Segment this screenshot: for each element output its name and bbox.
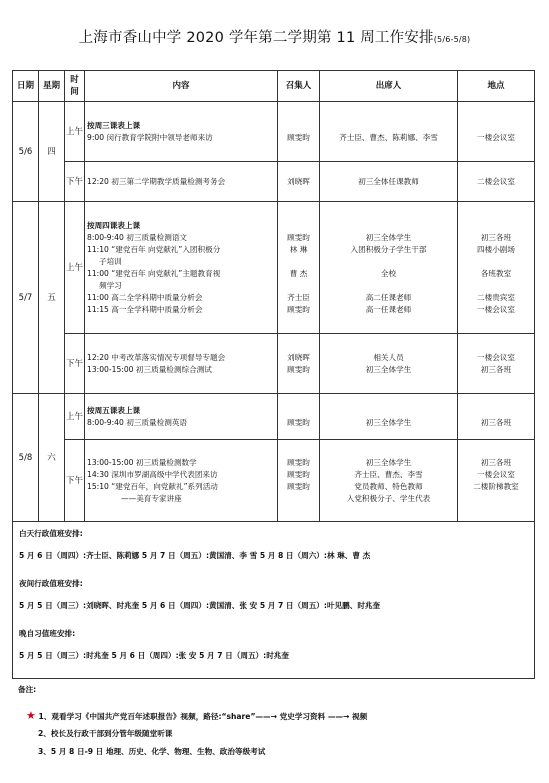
place-cell: 初三各班 一楼会议室 二楼阶梯教室 [458, 440, 535, 522]
note-item: ★ 1、观看学习《中国共产党百年述职报告》视频，路径:“share”——→ 党史学习资料 ——→ 视频 [26, 709, 368, 722]
place-cell: 一楼会议室 初三各班 [458, 334, 535, 394]
table-row [13, 440, 535, 522]
weekday-cell: 四 [39, 102, 65, 202]
attendees-cell: 相关人员 初三全体学生 [320, 334, 458, 394]
attendees-cell: 初三全体学生 齐士臣、曹杰、李雪 党员教师、特色教师 入党积极分子、学生代表 [320, 440, 458, 522]
header-content: 内容 [85, 71, 278, 102]
title-main: 上海市香山中学 2020 学年第二学期第 11 周工作安排 [78, 30, 434, 46]
date-cell: 5/7 [13, 202, 39, 394]
content-cell: 13:00-15:00 初三质量检测数学 14:30 深圳市罗湖高级中学代表团来访 15:10 “建党百年，向党献礼”系列活动 ——美育专家讲座 [85, 440, 278, 522]
attendees-cell: 初三全体学生 [320, 394, 458, 440]
day-duty-title: 白天行政值班安排: [19, 529, 83, 538]
content-cell: 12:20 中考改革落实情况专项督导专题会 13:00-15:00 初三质量检测综合测试 [85, 334, 278, 394]
convener-cell: 顾雯昀 [278, 394, 320, 440]
night-duty-title: 夜间行政值班安排: [19, 579, 83, 588]
header-convener: 召集人 [278, 71, 320, 102]
convener-cell: 刘晓晖 顾雯昀 [278, 334, 320, 394]
header-place: 地点 [458, 71, 535, 102]
place-cell: 二楼会议室 [458, 162, 535, 202]
evening-duty-row: 5 月 5 日（周三）:时兆奎 5 月 6 日（周四）:张 安 5 月 7 日（周五）:时兆奎 [19, 651, 289, 660]
header-date: 日期 [13, 71, 39, 102]
table-row [13, 202, 535, 334]
title-range: (5/6-5/8) [433, 35, 471, 44]
content-cell: 12:20 初三第二学期教学质量检测考务会 [85, 162, 278, 202]
place-cell: 初三各班 [458, 394, 535, 440]
time-cell: 下午 [65, 334, 85, 394]
table-row [13, 334, 535, 394]
time-cell: 上午 [65, 394, 85, 440]
note-item: 2、校长及行政干部到分管年级随堂听课 [38, 729, 173, 738]
notes-label: 备注: [18, 685, 37, 694]
attendees-cell: 初三全体学生 入团积极分子学生干部 全校 高二任课老师 高一任课老师 [320, 202, 458, 334]
convener-cell: 顾雯昀 [278, 102, 320, 162]
convener-cell: 刘晓晖 [278, 162, 320, 202]
attendees-cell: 初三全体任课教师 [320, 162, 458, 202]
table-row [13, 102, 535, 162]
weekday-cell: 六 [39, 394, 65, 522]
convener-cell: 顾雯昀 顾雯昀 顾雯昀 [278, 440, 320, 522]
note-item: 3、5 月 8 日-9 日 地理、历史、化学、物理、生物、政治等级考试 [38, 747, 266, 756]
star-icon: ★ [26, 709, 36, 722]
time-cell: 下午 [65, 440, 85, 522]
convener-cell: 顾雯昀 林 琳 曹 杰 齐士臣 顾雯昀 [278, 202, 320, 334]
attendees-cell: 齐士臣、曹杰、陈莉娜、李雪 [320, 102, 458, 162]
duty-cell [13, 522, 535, 679]
date-cell: 5/6 [13, 102, 39, 202]
day-duty-row: 5 月 6 日（周四）:齐士臣、陈莉娜 5 月 7 日（周五）:黄国清、李 雪 5 月 8 日（周六）:林 琳、曹 杰 [19, 551, 371, 560]
header-attendees: 出席人 [320, 71, 458, 102]
place-cell: 一楼会议室 [458, 102, 535, 162]
table-header-row [13, 71, 535, 102]
content-cell: 按周五课表上课 8:00-9:40 初三质量检测英语 [85, 394, 278, 440]
weekday-cell: 五 [39, 202, 65, 394]
header-time: 时间 [65, 71, 85, 102]
time-cell: 上午 [65, 102, 85, 162]
place-cell: 初三各班 四楼小剧场 各班教室 二楼贵宾室 一楼会议室 [458, 202, 535, 334]
evening-duty-title: 晚自习值班安排: [19, 629, 76, 638]
table-row [13, 162, 535, 202]
schedule-table [12, 70, 535, 679]
header-weekday: 星期 [39, 71, 65, 102]
date-cell: 5/8 [13, 394, 39, 522]
table-row [13, 394, 535, 440]
content-cell: 按周四课表上课 8:00-9:40 初三质量检测语文 11:10 “建党百年 向党献礼”入团积极分 子培训 11:00 “建党百年 向党献礼”主题教育视 频学习 11:00 高二全学科期中质量分析会 11:15 高一全学科期中质量分析会 [85, 202, 278, 334]
duty-row [13, 522, 535, 679]
time-cell: 下午 [65, 162, 85, 202]
content-cell: 按周三课表上课 9:00 闵行教育学院附中领导老师来访 [85, 102, 278, 162]
page-title [0, 26, 549, 47]
time-cell: 上午 [65, 202, 85, 334]
night-duty-row: 5 月 5 日（周三）:刘晓晖、时兆奎 5 月 6 日（周四）:黄国清、张 安 5 月 7 日（周五）:叶见鹏、时兆奎 [19, 601, 381, 610]
